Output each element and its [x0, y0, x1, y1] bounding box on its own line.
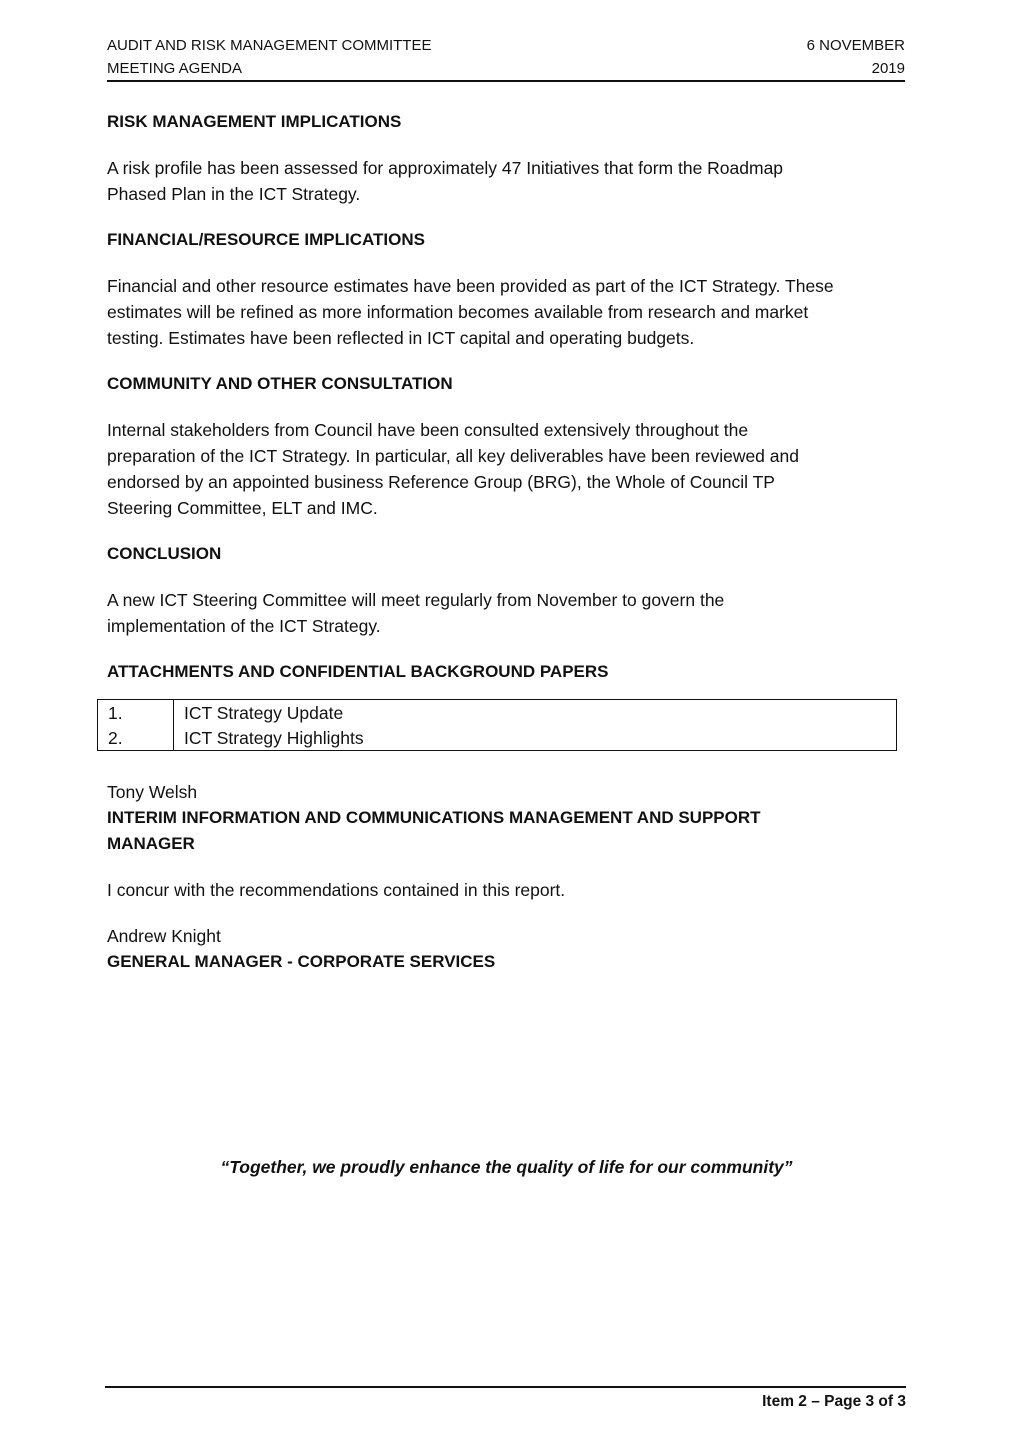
financial-heading: FINANCIAL/RESOURCE IMPLICATIONS	[107, 230, 425, 249]
table-row	[98, 725, 897, 751]
risk-heading: RISK MANAGEMENT IMPLICATIONS	[107, 112, 402, 131]
attachment-number: 2.	[98, 725, 174, 751]
page-content	[107, 109, 905, 975]
page-header	[107, 34, 905, 82]
conclusion-paragraph: A new ICT Steering Committee will meet regularly from November to govern the implementation of the ICT Strategy.	[107, 590, 725, 636]
attachment-title: ICT Strategy Update	[184, 703, 344, 723]
consultation-heading: COMMUNITY AND OTHER CONSULTATION	[107, 374, 453, 393]
meeting-date: 6 NOVEMBER	[806, 37, 905, 54]
council-motto: “Together, we proudly enhance the quality of life for our community”	[220, 1157, 793, 1177]
attachment-number: 1.	[98, 700, 174, 726]
author-name: Tony Welsh	[107, 782, 198, 802]
table-row	[98, 700, 897, 726]
committee-name: AUDIT AND RISK MANAGEMENT COMMITTEE	[107, 37, 432, 54]
header-left	[107, 34, 431, 80]
attachments-table	[97, 699, 897, 751]
meeting-year: 2019	[871, 60, 905, 77]
document-type: MEETING AGENDA	[107, 60, 243, 77]
conclusion-heading: CONCLUSION	[107, 544, 222, 563]
author-title: INTERIM INFORMATION AND COMMUNICATIONS MANAGEMENT AND SUPPORT MANAGER	[107, 808, 761, 853]
attachment-title: ICT Strategy Highlights	[184, 728, 364, 748]
approver-name: Andrew Knight	[107, 926, 221, 946]
consultation-paragraph: Internal stakeholders from Council have been consulted extensively throughout the preparation of the ICT Strategy. In particular, all key deliverables have been reviewed and endorsed by an appointed business Reference Group (BRG), the Whole of Council TP Steering Committee, ELT and IMC.	[107, 420, 799, 518]
header-right	[807, 34, 905, 80]
concur-statement: I concur with the recommendations contained in this report.	[107, 880, 566, 900]
financial-paragraph: Financial and other resource estimates have been provided as part of the ICT Strategy. These estimates will be refined as more information becomes available from research and market testing. Estimates have been reflected in ICT capital and operating budgets.	[107, 276, 834, 348]
attachments-heading: ATTACHMENTS AND CONFIDENTIAL BACKGROUND PAPERS	[107, 662, 609, 681]
risk-paragraph: A risk profile has been assessed for approximately 47 Initiatives that form the Roadmap Phased Plan in the ICT Strategy.	[107, 158, 784, 204]
page-footer: Item 2 – Page 3 of 3	[762, 1393, 906, 1410]
footer-divider	[105, 1386, 906, 1388]
approver-title: GENERAL MANAGER - CORPORATE SERVICES	[107, 952, 496, 971]
